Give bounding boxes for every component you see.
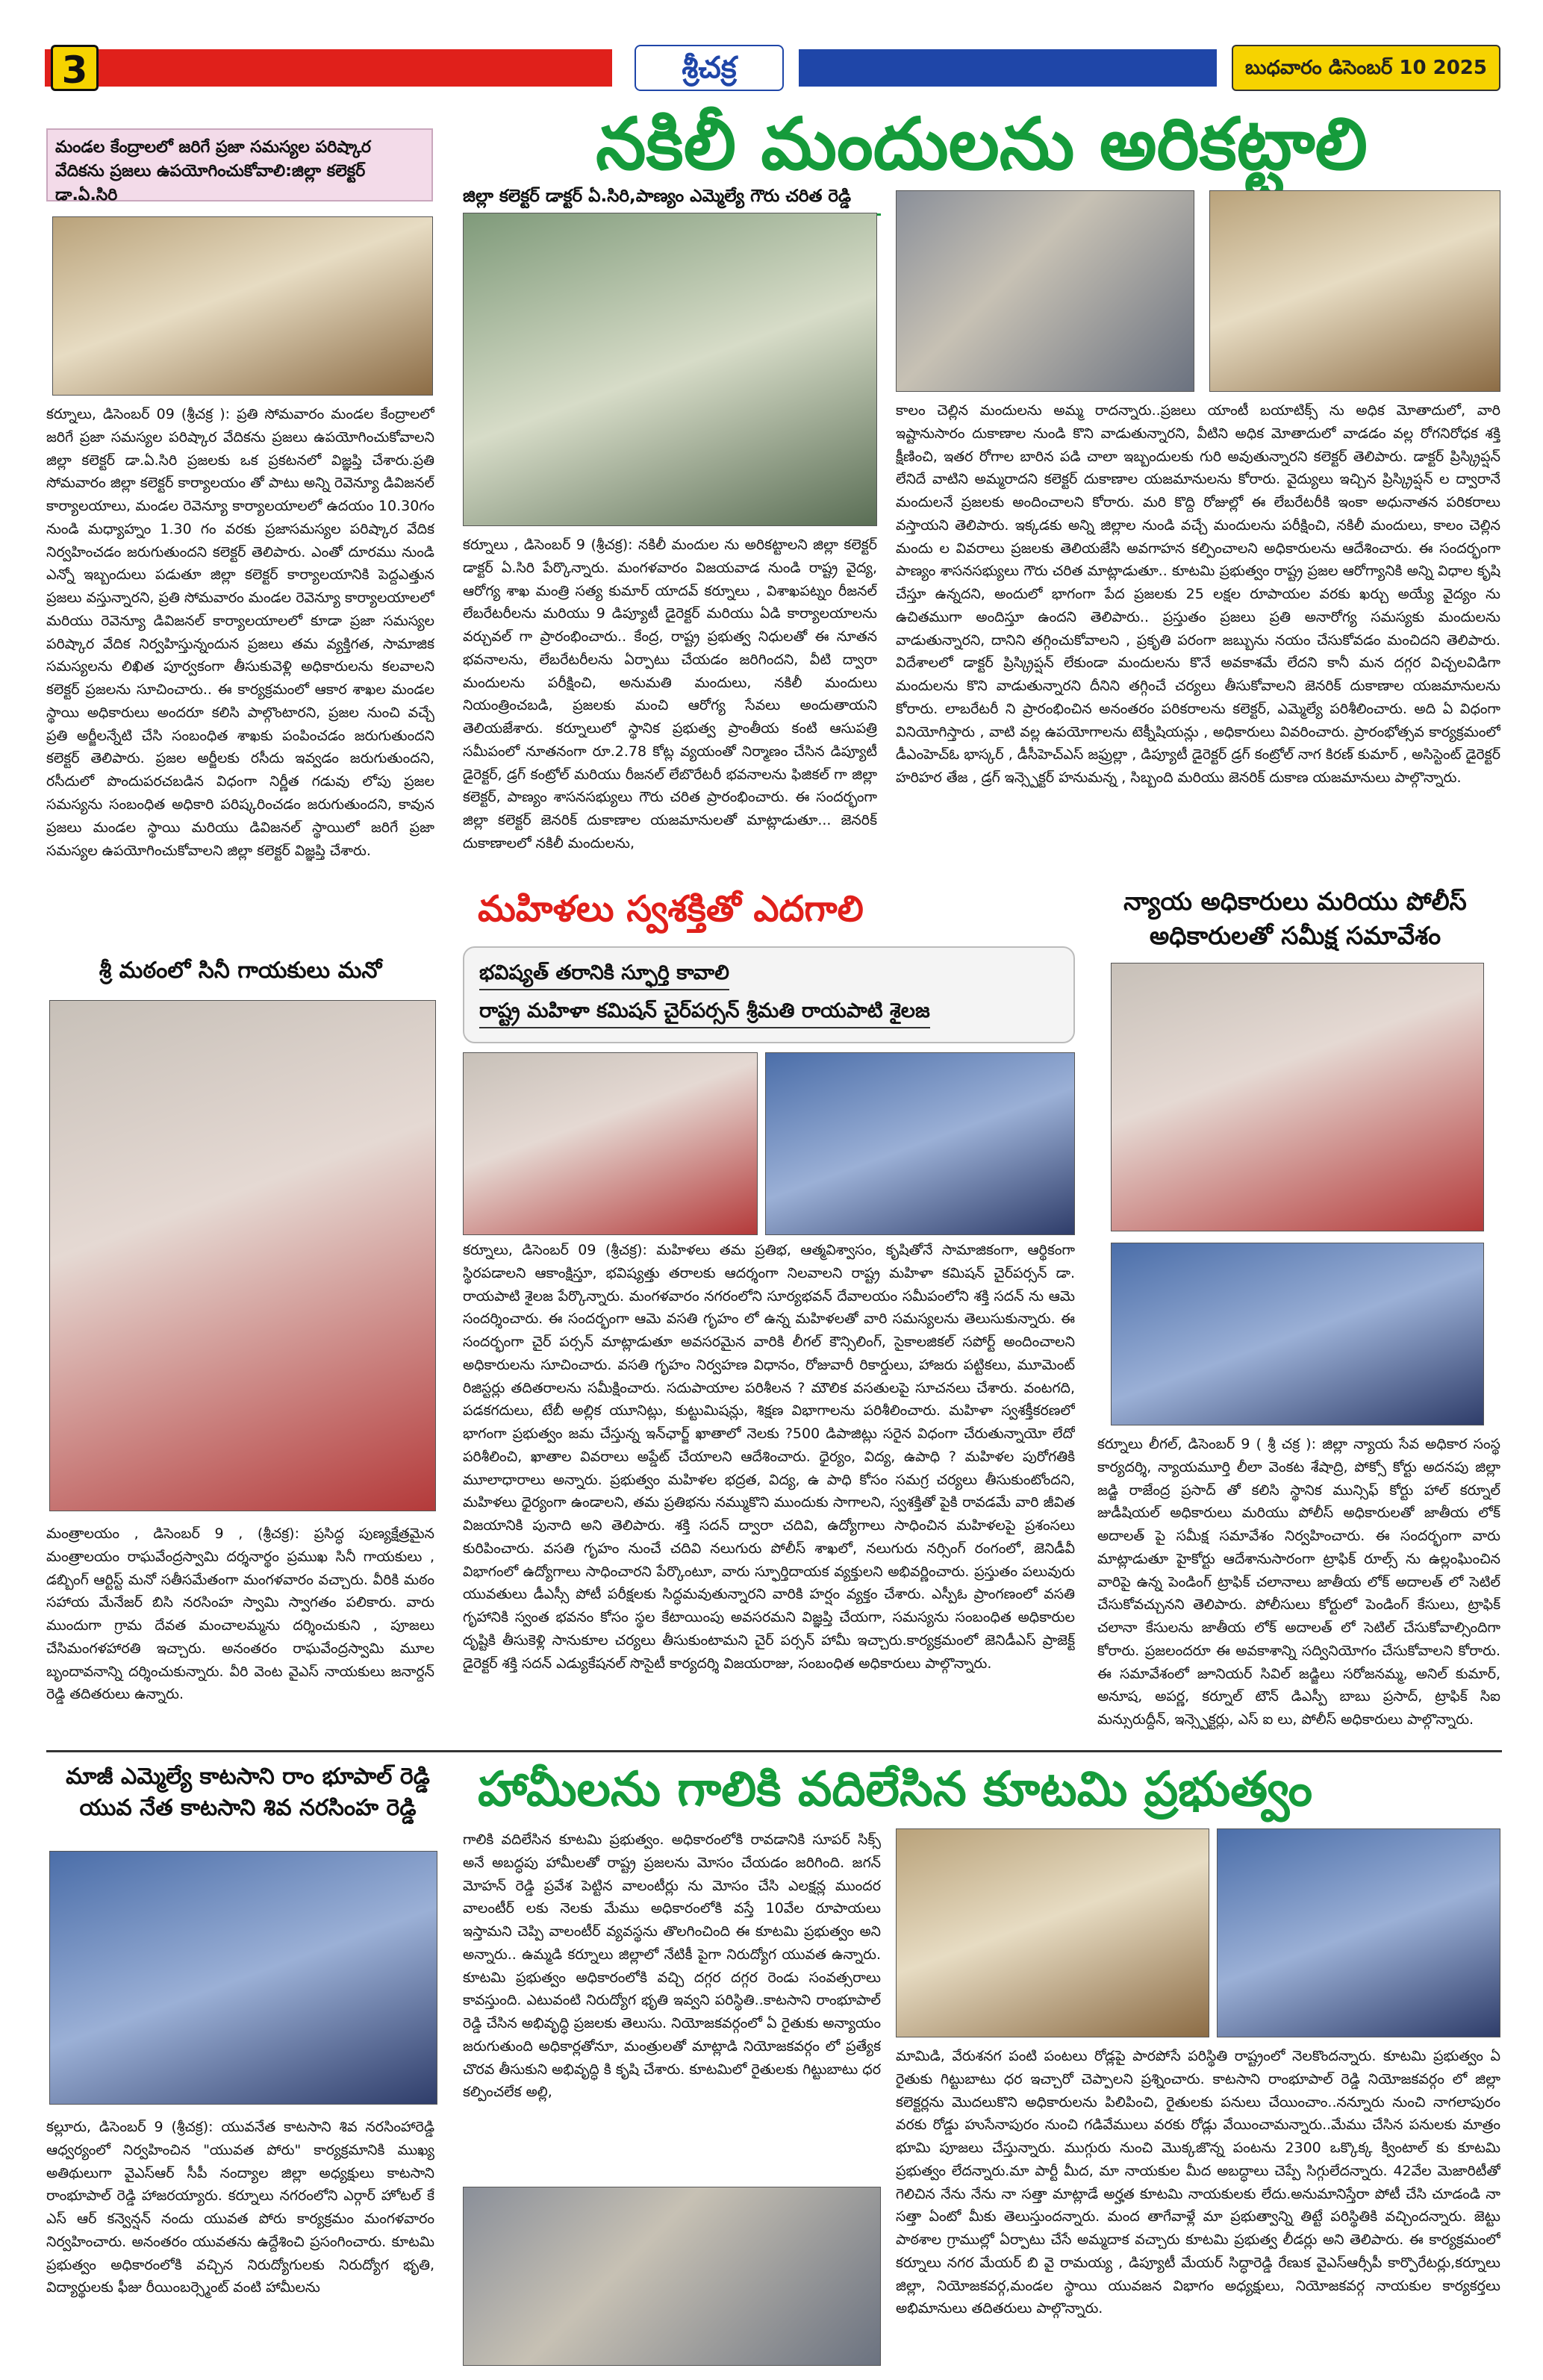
left-mid-headline: శ్రీ మఠంలో సినీ గాయకులు మనో — [99, 958, 382, 984]
leader-speech-photo-2 — [1217, 1828, 1500, 2037]
justice-body: కర్నూలు లీగల్, డిసెంబర్ 9 ( శ్రీ చక్ర ): జిల్లా న్యాయ సేవ అధికార సంస్థ కార్యదర్శి, న్యాయమూర్తి లీలా వెంకట శేషాద్రి, పోక్సో కోర్టు అదనపు జిల్లా జడ్జి రాజేంద్ర ప్రసాద్ తో కలిసి స్థానిక మున్సిఫ్ కోర్టు హాల్ కర్నూల్ జుడీషియల్ అధికారులు మరియు పోలీస్ అధికారులతో జాతీయ లోక్ అదాలత్ పై సమీక్ష సమావేశం నిర్వహించారు. ఈ సందర్భంగా వారు మాట్లాడుతూ హైకోర్టు ఆదేశానుసారంగా ట్రాఫిక్ రూల్స్ ను ఉల్లంఘించిన వారిపై ఉన్న పెండింగ్ ట్రాఫిక్ చలానాలు జాతీయ లోక్ అదాలత్ లో సెటిల్ చేసుకోవచ్చునని తెలిపారు. పోలీసులు కోర్టులో పెండింగ్ కేసులు, ట్రాఫిక్ చలానా కేసులను జాతీయ లోక్ అదాలత్ లో సెటిల్ చేసుకోవాల్సిందిగా కోరారు. ప్రజలందరూ ఈ అవకాశాన్ని సద్వినియోగం చేసుకోవాలని కోరారు. ఈ సమావేశంలో జూనియర్ సివిల్ జడ్జిలు సరోజనమ్మ, అనిల్ కుమార్, అనూష, అపర్ణ, కర్నూల్ టౌన్ డిఎస్పీ బాబు ప్రసాద్, ట్రాఫిక్ సిఐ మన్సురుద్దీన్, ఇన్స్పెక్టర్లు, ఎస్ ఐ లు, పోలీస్ అధికారులు పాల్గొన్నారు. — [1097, 1436, 1500, 1728]
shakti-sadan-photo-1 — [463, 1052, 758, 1235]
justice-headline: న్యాయ అధికారులు మరియు పోలీస్ అధికారులతో సమీక్ష సమావేశం — [1123, 887, 1467, 951]
lab-photo — [896, 190, 1194, 392]
masthead-blue-bar — [799, 49, 1217, 87]
main-headline: నకిలీ మందులను అరికట్టాలి — [596, 101, 1368, 186]
meeting-photo-2 — [1111, 1243, 1484, 1425]
temple-photo — [49, 1000, 436, 1511]
left-bottom-headline: మాజీ ఎమ్మెల్యే కాటసాని రాం భూపాల్ రెడ్డి యువ నేత కాటసాని శివ నరసింహ రెడ్డి — [66, 1764, 430, 1821]
crowd-photo — [463, 2187, 881, 2366]
left-top-body: కర్నూలు, డిసెంబర్ 09 (శ్రీచక్ర ): ప్రతి సోమవారం మండల కేంద్రాలలో జరిగే ప్రజా సమస్యల పరిష్కార వేదికను ప్రజలు ఉపయోగించుకోవాలని జిల్లా కలెక్టర్ డా.ఏ.సిరి ప్రజలకు ఒక ప్రకటనలో విజ్ఞప్తి చేశారు.ప్రతి సోమవారం జిల్లా కలెక్టర్ కార్యాలయం తో పాటు అన్ని రెవెన్యూ డివిజనల్ కార్యాలయాలు, మండల రెవెన్యూ కార్యాలయాలలో ఉదయం 10.30గం నుండి మధ్యాహ్నం 1.30 గం వరకు ప్రజాసమస్యల పరిష్కార వేదిక నిర్వహించడం జరుగుతుందని కలెక్టర్ తెలిపారు. ఎంతో దూరము నుండి ఎన్నో ఇబ్బందులు పడుతూ జిల్లా కలెక్టర్ కార్యాలయానికి పెద్దఎత్తున ప్రజలు వస్తున్నారని, ప్రతి సోమవారం మండల రెవెన్యూ కార్యాలయాలలో మరియు రెవెన్యూ డివిజనల్ కార్యాలయాలలో కూడా ప్రజా సమస్యల పరిష్కార వేదిక నిర్వహిస్తున్నందున ప్రజలు తమ వ్యక్తిగత, సామాజిక సమస్యలను లిఖిత పూర్వకంగా తీసుకువెళ్లి అధికారులను కలవాలని కలెక్టర్ ప్రజలను సూచించారు.. ఈ కార్యక్రమంలో ఆకార శాఖల మండల స్థాయి అధికారులు అందరూ కలిసి పాల్గొంటారని, ప్రజల నుంచి వచ్చే ప్రతి అర్జీలన్నేటి చేసి సంబంధిత శాఖకు పంపించడం జరుగుతుందని కలెక్టర్ తెలిపారు. ప్రజల అర్జీలకు రసీదు ఇవ్వడం జరుగుతుందని, రసీదులో పొందుపరచబడిన విధంగా నిర్ణీత గడువు లోపు ప్రజల సమస్యను సంబంధిత అధికారి పరిష్కరించడం జరుగుతుందని, కావున ప్రజలు మండల స్థాయి మరియు డివిజనల్ స్థాయిలో జరిగే ప్రజా సమస్యల ఉపయోగించుకోవాలని జిల్లా కలెక్టర్ విజ్ఞప్తి చేశారు. — [46, 406, 434, 859]
collector-photo — [52, 216, 433, 396]
main-body-col2: కాలం చెల్లిన మందులను అమ్మ రాదన్నారు..ప్రజలు యాంటీ బయాటిక్స్ ను అధిక మోతాదులో, వారి ఇష్టానుసారం దుకాణాల నుండి కొని వాడుతున్నారని, వీటిని అధిక మోతాదులో వాడడం వల్ల రోగనిరోధక శక్తి క్షీణించి, ఇతర రోగాల బారిన పడి చాలా ఇబ్బందులకు గురి అవుతున్నారని కలెక్టర్ తెలిపారు. డాక్టర్ ప్రిస్క్రిప్షన్ లేనిదే వాటిని అమ్మరాదని కలెక్టర్ దుకాణాల యజమానులను కోరారు. వైద్యులు ఇచ్చిన ప్రిస్క్రిప్షన్ ల ద్వారానే మందులనే ప్రజలకు అందించాలని కోరారు. మరి కొద్ది రోజుల్లో ఈ లేబరేటరీకి ఇంకా అధునాతన పరికరాలు వస్తాయని తెలిపారు. ఇక్కడకు అన్ని జిల్లాల నుండి వచ్చే మందులను పరీక్షించి, నకిలీ మందులు, కాలం చెల్లిన మందు ల వివరాలు ప్రజలకు తెలియజేసి అవగాహన కల్పించాలని అధికారులను ఆదేశించారు. ఈ సందర్భంగా పాణ్యం శాసనసభ్యులు గౌరు చరిత మాట్లాడుతూ.. కూటమి ప్రభుత్వం రాష్ట్ర ప్రజల ఆరోగ్యానికి అన్ని విధాల కృషి చేస్తూ ఉన్నదని, అందులో భాగంగా పేద ప్రజలకు 25 లక్షల రూపాయల వరకు ఖర్చు అయ్యే వైద్యం ను ఉచితముగా అందిస్తూ ఉందని తెలిపారు.. ప్రస్తుతం ప్రజలు ప్రతి అనారోగ్య సమస్యకు మందులను వాడుతున్నారని, దానిని తగ్గించుకోవాలని , ప్రకృతి పరంగా జబ్బును నయం చేసుకోవడం మంచిదని తెలిపారు. విదేశాలలో డాక్టర్ ప్రిస్క్రిప్షన్ లేకుండా మందులను కొనే అవకాశమే లేదని కానీ మన దగ్గర విచ్చలవిడిగా మందులను కొని వాడుతున్నారని దీనిని తగ్గించే చర్యలు తీసుకోవాలని జెనరిక్ దుకాణాల యజమానులను కోరారు. లాబరేటరీ ని ప్రారంభించిన అనంతరం పరికరాలను కలెక్టర్, ఎమ్మెల్యే పరిశీలించారు. అది ఏ విధంగా వినియోగిస్తారు , వాటి వల్ల ఉపయోగాలను టెక్నీషియన్లు , అధికారులు వివరించారు. ప్రారంభోత్సవ కార్యక్రమంలో డీఎంహెచ్ఓ భాస్కర్ , డీసీహెచ్ఎస్ జఫ్రుల్లా , డిప్యూటీ డైరెక్టర్ డ్రగ్ కంట్రోల్ నాగ కిరణ్ కుమార్ , అసిస్టెంట్ డైరెక్టర్ హరిహర తేజ , డ్రగ్ ఇన్స్పెక్టర్ హనుమన్న , సిబ్బంది మరియు జెనరిక్ దుకాణ యజమానులు పాల్గొన్నారు. — [896, 402, 1500, 787]
women-sub2: రాష్ట్ర మహిళా కమిషన్ చైర్‌పర్సన్ శ్రీమతి రాయపాటి శైలజ — [479, 995, 930, 1028]
left-mid-body: మంత్రాలయం , డిసెంబర్ 9 , (శ్రీచక్ర): ప్రసిద్ధ పుణ్యక్షేత్రమైన మంత్రాలయం రాఘవేంద్రస్వామి దర్శనార్థం ప్రముఖ సినీ గాయకులు , డబ్బింగ్ ఆర్టిస్ట్ మనో సతీసమేతంగా మంగళవారం వచ్చారు. వీరికి మఠం సహాయ మేనేజర్ బిసి నరసింహ స్వామి స్వాగతం పలికారు. వారు ముందుగా గ్రామ దేవత మంచాలమ్మను దర్శించుకుని , పూజలు చేసిమంగళహారతి ఇచ్చారు. అనంతరం రాఘవేంద్రస్వామి మూల బృందావనాన్ని దర్శించుకున్నారు. వీరి వెంట వైఎస్ నాయకులు జనార్దన్ రెడ్డి తదితరులు ఉన్నారు. — [46, 1525, 434, 1703]
left-top-headline: మండల కేంద్రాలలో జరిగే ప్రజా సమస్యల పరిష్కార వేదికను ప్రజలు ఉపయోగించుకోవాలి:జిల్లా కలెక్టర్ డా.ఏ.సిరి — [46, 128, 433, 202]
main-body-col1: కర్నూలు , డిసెంబర్ 9 (శ్రీచక్ర): నకిలీ మందుల ను అరికట్టాలని జిల్లా కలెక్టర్ డాక్టర్ ఏ.సిరి పేర్కొన్నారు. మంగళవారం విజయవాడ నుండి రాష్ట్ర వైద్య, ఆరోగ్య శాఖ మంత్రి సత్య కుమార్ యాదవ్ కర్నూలు , విశాఖపట్నం రీజనల్ లేబరేటరీలను మరియు 9 డిప్యూటీ డైరెక్టర్ మరియు ఏడి కార్యాలయాలను వర్చువల్ గా ప్రారంభించారు.. కేంద్ర, రాష్ట్ర ప్రభుత్వ నిధులతో ఈ నూతన భవనాలను, లేబరేటరీలను ఏర్పాటు చేయడం జరిగిందని, వీటి ద్వారా మందులను పరీక్షించి, అనుమతి మందులు, నకిలీ మందులు నియంత్రించబడి, ప్రజలకు మంచి ఆరోగ్య సేవలు అందుతాయని తెలియజేశారు. కర్నూలులో స్థానిక ప్రభుత్వ ప్రాంతీయ కంటి ఆసుపత్రి సమీపంలో నూతనంగా రూ.2.78 కోట్ల వ్యయంతో నిర్మాణం చేసిన డిప్యూటీ డైరెక్టర్, డ్రగ్ కంట్రోల్ మరియు రీజనల్ లేబొరేటరీ భవనాలను ఫిజికల్ గా జిల్లా కలెక్టర్, పాణ్యం శాసనసభ్యులు గౌరు చరిత ప్రారంభించారు. ఈ సందర్భంగా జిల్లా కలెక్టర్ జెనరిక్ దుకాణాల యజమానులతో మాట్లాడుతూ... జెనరిక్ దుకాణాలలో నకిలీ మందులను, — [463, 537, 877, 852]
women-body: కర్నూలు, డిసెంబర్ 09 (శ్రీచక్ర): మహిళలు తమ ప్రతిభ, ఆత్మవిశ్వాసం, కృషితోనే సామాజికంగా, ఆర్థికంగా స్థిరపడాలని ఆకాంక్షిస్తూ, భవిష్యత్తు తరాలకు ఆదర్శంగా నిలవాలని రాష్ట్ర మహిళా కమిషన్ చైర్‌పర్సన్ డా. రాయపాటి శైలజ పేర్కొన్నారు. మంగళవారం నగరంలోని సూర్యభవన్ దేవాలయం సమీపంలోని శక్తి సదన్ ను ఆమె సందర్శించారు. ఈ సందర్భంగా ఆమె వసతి గృహం లో ఉన్న మహిళలతో వారి సమస్యలను తెలుసుకున్నారు. ఈ సందర్భంగా చైర్ పర్సన్ మాట్లాడుతూ అవసరమైన వారికి లీగల్ కౌన్సిలింగ్, సైకాలజికల్ సపోర్ట్ అందించాలని అధికారులను సూచించారు. వసతి గృహం నిర్వహణ విధానం, రోజువారీ రికార్డులు, హాజరు పట్టికలు, మూమెంట్ రిజిస్టర్లు తదితరాలను సమీక్షించారు. సదుపాయాల పరిశీలన ? మౌలిక వసతులపై సూచనలు చేశారు. వంటగది, పడకగదులు, టేబీ అల్లిక యూనిట్లు, కుట్టుమిషన్లు, శిక్షణ విభాగాలను పరిశీలించారు. మహిళా స్వశక్తీకరణలో భాగంగా ప్రభుత్వం జమ చేస్తున్న ఇన్‌ఛార్జ్ ఖాతాలో నెలకు ?500 డిపాజిట్లు సరైన విధంగా చేరుతున్నాయో లేదో పరిశీలించి, ఖాతాల వివరాలు అప్డేట్ చేయాలని ఆదేశించారు. ధైర్యం, విద్య, ఉపాధి ? మహిళల పురోగతికి మూలాధారాలు అన్నారు. ప్రభుత్వం మహిళల భద్రత, విద్య, ఉ పాధి కోసం సమగ్ర చర్యలు తీసుకుంటోందని, మహిళలు ధైర్యంగా ఉండాలని, తమ ప్రతిభను నమ్ముకొని ముందుకు సాగాలని, స్వశక్తితో పైకి రావడమే వారి జీవిత విజయానికి పునాది అని తెలిపారు. శక్తి సదన్ ద్వారా చదివి, ఉద్యోగాలు సాధించిన మహిళలపై ప్రశంసలు కురిపించారు. వసతి గృహం నుంచే చదివి నలుగురు పోలీస్ శాఖలో, నలుగురు నర్సింగ్ రంగంలో, జెనిడీవీ విభాగంలో ఉద్యోగాలు సాధించారని పేర్కొంటూ, వారు స్ఫూర్తిదాయక వ్యక్తులని అభివర్ణించారు. ప్రస్తుతం పలువురు యువతులు డీఎస్సీ పోటీ పరీక్షలకు సిద్ధమవుతున్నారని వారికి హర్షం వ్యక్తం చేశారు. ఎస్పీఓ ప్రాంగణంలో వసతి గృహానికి స్వంత భవనం కోసం స్థల కేటాయింపు అవసరమని విజ్ఞప్తి చేయగా, సమస్యను సంబంధిత అధికారుల దృష్టికి తీసుకెళ్లి సానుకూల చర్యలు తీసుకుంటామని చైర్ పర్సన్ హామీ ఇచ్చారు.కార్యక్రమంలో జెనిడీఎస్ ప్రాజెక్ట్ డైరెక్టర్ శక్తి సదన్ ఎడ్యుకేషనల్ సొసైటీ కార్యదర్శి విజయరాజు, సంబంధిత అధికారులు పాల్గొన్నారు. — [463, 1242, 1075, 1672]
women-sub1: భవిష్యత్ తరానికి స్ఫూర్తి కావాలి — [479, 957, 729, 990]
meeting-photo-1 — [1111, 963, 1484, 1231]
page-number: 3 — [51, 45, 99, 91]
left-bottom-body: కల్లూరు, డిసెంబర్ 9 (శ్రీచక్ర): యువనేత కాటసాని శివ నరసింహారెడ్డి ఆధ్వర్యంలో నిర్వహించిన "యువత పోరు" కార్యక్రమానికి ముఖ్య అతిథులుగా వైఎస్ఆర్ సీపీ నంద్యాల జిల్లా అధ్యక్షులు కాటసాని రాంభూపాల్ రెడ్డి హాజరయ్యారు. కర్నూలు నగరంలోని ఎర్గార్ హోటల్ కే ఎస్ ఆర్ కన్వెన్షన్ నందు యువత పోరు కార్యక్రమం మంగళవారం నిర్వహించారు. అనంతరం యువతను ఉద్దేశించి ప్రసంగించారు. కూటమి ప్రభుత్వం అధికారంలోకి వచ్చిన నిరుద్యోగులకు నిరుద్యోగ భృతి, విద్యార్థులకు ఫీజు రీయింబర్స్మెంట్ వంటి హామీలను — [46, 2119, 434, 2296]
masthead — [45, 45, 1500, 91]
promises-headline: హామీలను గాలికి వదిలేసిన కూటమి ప్రభుత్వం — [478, 1761, 1313, 1817]
main-byline: జిల్లా కలెక్టర్ డాక్టర్ ఏ.సిరి,పాణ్యం ఎమ్మెల్యే గౌరు చరిత రెడ్డి — [463, 187, 881, 216]
youth-event-photo — [49, 1851, 437, 2105]
women-headline: మహిళలు స్వశక్తితో ఎదగాలి — [478, 888, 864, 930]
issue-date: బుధవారం డిసెంబర్ 10 2025 — [1232, 45, 1500, 91]
shakti-sadan-photo-2 — [765, 1052, 1075, 1235]
newspaper-logo: శ్రీచక్ర — [635, 45, 784, 91]
women-subheading-box — [463, 946, 1075, 1043]
leader-speech-photo-1 — [896, 1828, 1209, 2037]
promises-body-col2: మామిడి, వేరుశనగ పంటి పంటలు రోడ్లపై పారపోసే పరిస్థితి రాష్ట్రంలో నెలకొందన్నారు. కూటమి ప్రభుత్వం ఏ రైతుకు గిట్టుబాటు ధర ఇచ్చారో చెప్పాలని ప్రశ్నించారు. కాటసాని రాంభూపాల్ రెడ్డి నియోజకవర్గం లో జిల్లా కలెక్టర్లను మొదలుకొని అధికారులను పిలిపించి, రైతులకు పనులు చేయించాం..నన్నూరు నుంచి నాగలాపురం వరకు రోడ్డు హుసేనాపురం నుంచి గడివేములు వరకు రోడ్లు వేయించామన్నారు..మేము చేసిన పనులకు మాత్రం భూమి పూజలు చేస్తున్నారు. ముగ్గురు నుంచి మొక్కజొన్న పంటను 2300 ఒక్కొక్క క్వింటాల్ కు కూటమి ప్రభుత్వం లేదన్నారు.మా పార్టీ మీద, మా నాయకుల మీద అబద్ధాలు చెప్పే సిగ్గులేదన్నారు. 42వేల మెజారిటీతో గెలిచిన నేను నేను నా సత్తా మాట్లాడే అర్హత కూటమి నాయకులకు లేదు.అనుమానిస్తేరా పోటీ చేసి చూడండి నా సత్తా ఏంటో మీకు తెలుస్తుందన్నారు. మంద తాగేవాళ్లే మా ప్రభుత్వాన్ని తిట్టే పరిస్థితికి వచ్చిందన్నారు. జెట్టు పాఠశాల గ్రాముల్లో ఏర్పాటు చేసే అమ్మదాక వచ్చారు కూటమి ప్రభుత్వ లీడర్లు అని తెలిపారు. ఈ కార్యక్రమంలో కర్నూలు నగర మేయర్ బి వై రామయ్య , డిప్యూటీ మేయర్ సిద్ధారెడ్డి రేణుక వైఎస్ఆర్సీపీ కార్పొరేటర్లు,కర్నూలు జిల్లా, నియోజకవర్గ,మండల స్థాయి యువజన విభాగం అధ్యక్షులు, నియోజకవర్గ నాయకుల కార్యకర్తలు అభిమానులు తదితరులు పాల్గొన్నారు. — [896, 2048, 1500, 2317]
masthead-red-bar — [45, 49, 612, 87]
divider-rule — [46, 1750, 1502, 1752]
ribbon-photo — [1209, 190, 1500, 392]
inauguration-photo — [463, 213, 877, 526]
promises-body-col1: గాలికి వదిలేసిన కూటమి ప్రభుత్వం. అధికారంలోకి రావడానికి సూపర్ సిక్స్ అనే అబద్ధపు హామీలతో రాష్ట్ర ప్రజలను మోసం చేయడం జరిగింది. జగన్ మోహన్ రెడ్డి ప్రవేశ పెట్టిన వాలంటీర్లు ను మోసం చేసి ఎలక్షన్ల ముందర వాలంటీర్ లకు నెలకు మేము అధికారంలోకి వస్తే 10వేల రూపాయలు ఇస్తామని చెప్పి వాలంటీర్ వ్యవస్థను తొలగించింది ఈ కూటమి ప్రభుత్వం అని అన్నారు.. ఉమ్మడి కర్నూలు జిల్లాలో నేటికీ పైగా నిరుద్యోగ యువత ఉన్నారు. కూటమి ప్రభుత్వం అధికారంలోకి వచ్చి దగ్గర దగ్గర రెండు సంవత్సరాలు కావస్తుంది. ఎటువంటి నిరుద్యోగ భృతి ఇవ్వని పరిస్థితి..కాటసాని రాంభూపాల్ రెడ్డి చేసిన అభివృద్ధి ప్రజలకు తెలుసు. నియోజకవర్గంలో ఏ రైతుకు అన్యాయం జరుగుతుంది అధికార్లతోనూ, మంత్రులతో మాట్లాడి నియోజకవర్గం లో ప్రత్యేక చొరవ తీసుకుని అభివృద్ధి కి కృషి చేశారు. కూటమిలో రైతులకు గిట్టుబాటు ధర కల్పించలేక అల్లి, — [463, 1831, 881, 2101]
